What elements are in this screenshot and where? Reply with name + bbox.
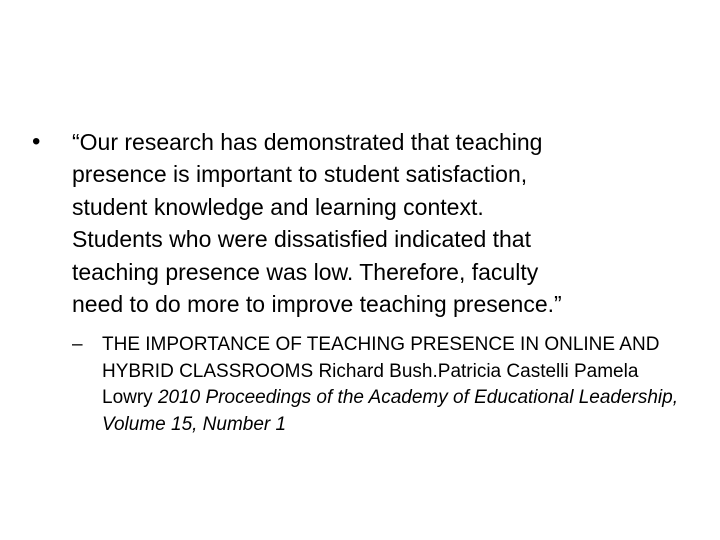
quote-text: “Our research has demonstrated that teaching presence is important to student satisfaction, student knowledge and learning context. Students who were dissatisfied indicated that teaching presence was low. Therefore, faculty need to do more to improve teaching presence.” (72, 129, 562, 318)
quote-bullet (32, 126, 672, 320)
citation-text (102, 332, 682, 438)
citation-authors: Richard Bush.Patricia Castelli Pamela Lowry (102, 360, 639, 408)
citation-title: THE IMPORTANCE OF TEACHING PRESENCE IN ONLINE AND HYBRID CLASSROOMS (102, 334, 660, 382)
citation-proceedings: 2010 Proceedings of the Academy of Educational Leadership, Volume 15, Number 1 (102, 387, 679, 435)
bullet-icon: • (32, 128, 41, 155)
citation-sub-bullet (72, 332, 682, 438)
dash-icon: – (72, 334, 83, 355)
